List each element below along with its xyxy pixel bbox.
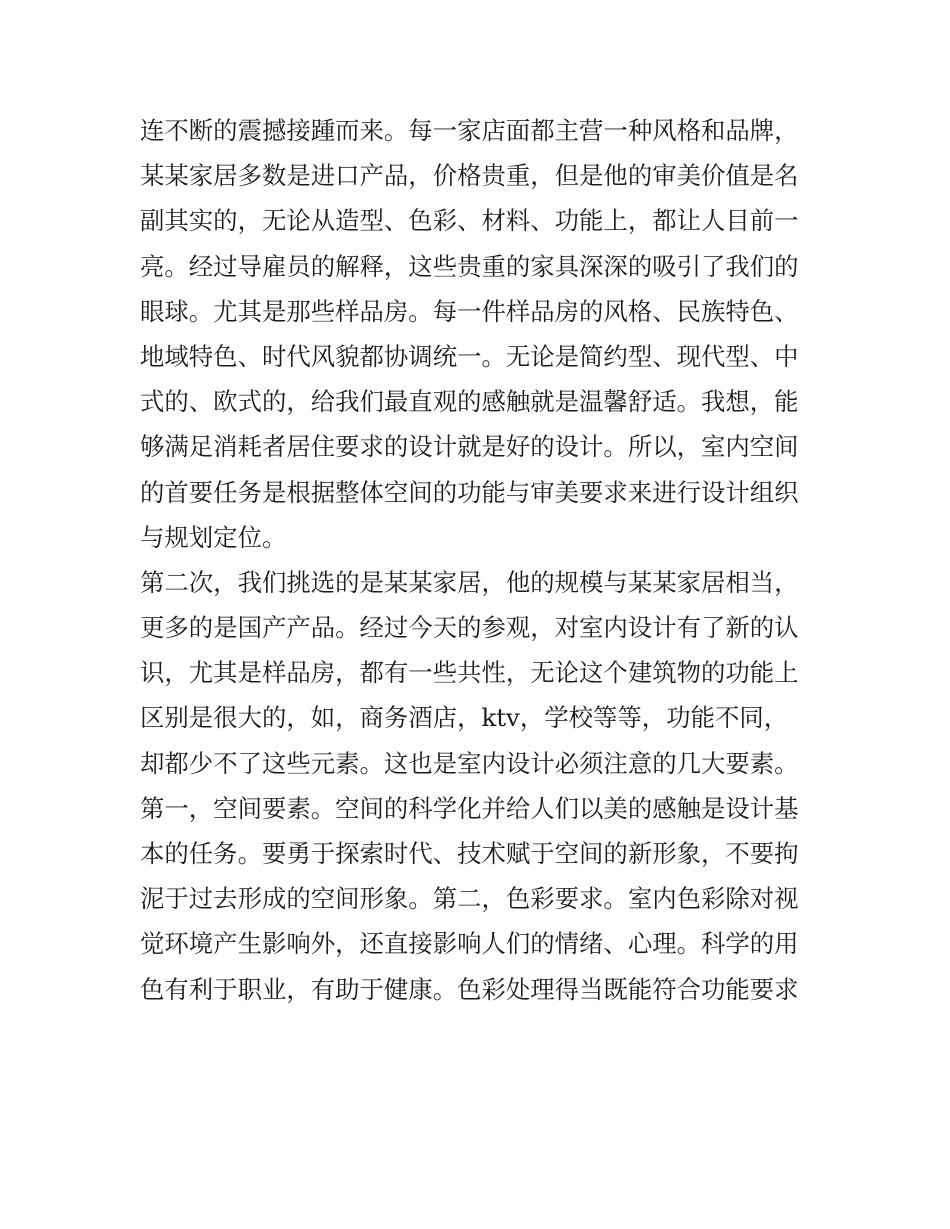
text-line: 却都少不了这些元素。这也是室内设计必须注意的几大要素。 xyxy=(140,748,799,778)
text-line: 更多的是国产产品。经过今天的参观，对室内设计有了新的认 xyxy=(140,613,799,643)
text-line: 本的任务。要勇于探索时代、技术赋于空间的新形象，不要拘 xyxy=(140,839,799,868)
text-line: 连不断的震撼接踵而来。每一家店面都主营一种风格和品牌， xyxy=(140,116,799,145)
text-line: 色有利于职业，有助于健康。色彩处理得当既能符合功能要求 xyxy=(140,974,799,1004)
text-line: 某某家居多数是进口产品，价格贵重，但是他的审美价值是名 xyxy=(140,161,799,191)
text-line: 亮。经过导雇员的解释，这些贵重的家具深深的吸引了我们的 xyxy=(140,251,799,281)
text-line: 与规划定位。 xyxy=(140,522,287,552)
text-line: 地域特色、时代风貌都协调统一。无论是简约型、现代型、中 xyxy=(140,341,799,371)
text-line: 的首要任务是根据整体空间的功能与审美要求来进行设计组织 xyxy=(140,477,799,507)
text-line: 识，尤其是样品房，都有一些共性，无论这个建筑物的功能上 xyxy=(140,658,799,688)
text-line: 式的、欧式的，给我们最直观的感触就是温馨舒适。我想，能 xyxy=(140,387,799,417)
text-line: 够满足消耗者居住要求的设计就是好的设计。所以，室内空间 xyxy=(140,432,799,462)
text-line: 第一，空间要素。空间的科学化并给人们以美的感触是设计基 xyxy=(140,793,799,823)
text-line: 泥于过去形成的空间形象。第二，色彩要求。室内色彩除对视 xyxy=(140,884,799,914)
text-line: 副其实的，无论从造型、色彩、材料、功能上，都让人目前一 xyxy=(140,206,799,236)
text-line: 区别是很大的，如，商务酒店，ktv，学校等等，功能不同， xyxy=(140,703,789,733)
body-text xyxy=(140,108,820,1012)
text-line: 眼球。尤其是那些样品房。每一件样品房的风格、民族特色、 xyxy=(140,296,799,326)
text-line: 第二次，我们挑选的是某某家居，他的规模与某某家居相当， xyxy=(140,567,799,597)
text-line: 觉环境产生影响外，还直接影响人们的情绪、心理。科学的用 xyxy=(140,929,799,959)
